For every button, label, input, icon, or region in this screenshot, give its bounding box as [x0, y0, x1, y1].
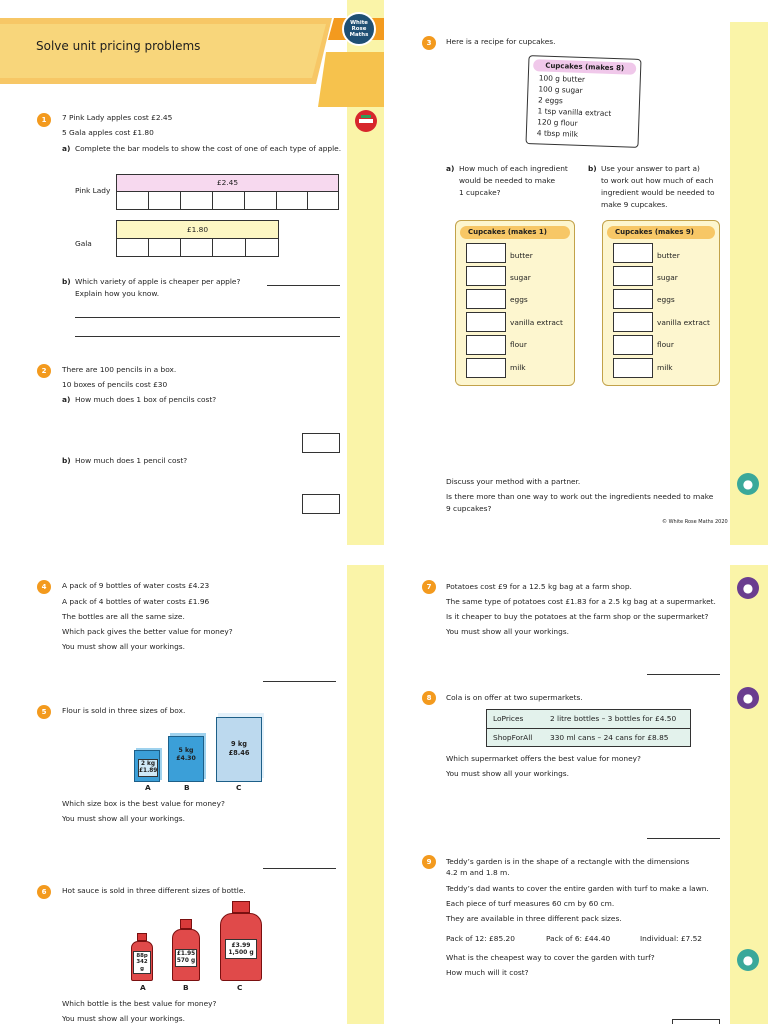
- answer-box[interactable]: [466, 335, 506, 355]
- q3b-line: Use your answer to part a): [601, 164, 700, 173]
- box-letter: A: [145, 783, 151, 792]
- q5-question: You must show all your workings.: [62, 814, 185, 823]
- q3a-line: How much of each ingredient: [459, 164, 568, 173]
- flour-box-b: [168, 736, 204, 782]
- cola-offers-table: [486, 709, 691, 747]
- q7-line: Potatoes cost £9 for a 12.5 kg bag at a farm shop.: [446, 582, 632, 591]
- q6-question: Which bottle is the best value for money?: [62, 999, 217, 1008]
- answer-box[interactable]: [466, 312, 506, 332]
- pink-lady-label: Pink Lady: [75, 186, 111, 195]
- q2b-text: How much does 1 pencil cost?: [75, 456, 188, 465]
- offer-deal: 330 ml cans – 24 cans for £8.85: [550, 733, 669, 742]
- bottle-letter: B: [183, 983, 189, 992]
- white-rose-logo: White Rose Maths: [342, 12, 376, 46]
- q3b-line: ingredient would be needed to: [601, 188, 715, 197]
- recipe-item: 1 tsp vanilla extract: [537, 106, 612, 118]
- box-weight: 5 kg: [178, 747, 194, 754]
- box-price: £4.30: [176, 755, 196, 763]
- answer-box[interactable]: [302, 494, 340, 514]
- q8-question: You must show all your workings.: [446, 769, 569, 778]
- answer-line[interactable]: [267, 285, 340, 286]
- ingredient-label: vanilla extract: [510, 318, 563, 327]
- answer-box[interactable]: [613, 289, 653, 309]
- q9-question: How much will it cost?: [446, 968, 529, 977]
- q4-line: You must show all your workings.: [62, 642, 185, 651]
- flour-box-c: [216, 717, 262, 782]
- q7-line: The same type of potatoes cost £1.83 for a 2.5 kg bag at a supermarket.: [446, 597, 716, 606]
- q4-line: The bottles are all the same size.: [62, 612, 185, 621]
- q3b-line: make 9 cupcakes.: [601, 200, 668, 209]
- bottle-letter: C: [237, 983, 243, 992]
- panel-title: Cupcakes (makes 1): [460, 226, 570, 239]
- q1b-line1: Which variety of apple is cheaper per apple?: [75, 277, 241, 286]
- question-number-2: 2: [37, 364, 51, 378]
- q3a-line: would be needed to make: [459, 176, 556, 185]
- q9-question: What is the cheapest way to cover the garden with turf?: [446, 953, 655, 962]
- bar-part[interactable]: [180, 191, 213, 210]
- recipe-title: Cupcakes (makes 8): [533, 59, 636, 75]
- offer-shop: LoPrices: [493, 714, 524, 723]
- bottle-size: 342 g: [136, 959, 148, 972]
- answer-box[interactable]: [613, 312, 653, 332]
- bottle-price: 88p: [136, 953, 148, 959]
- cupcakes-makes-1-panel: [455, 220, 575, 386]
- no-entry-icon: [355, 110, 377, 132]
- answer-box[interactable]: [466, 289, 506, 309]
- ingredient-label: sugar: [657, 273, 678, 282]
- page-4: [384, 565, 768, 1024]
- offer-deal: 2 litre bottles – 3 bottles for £4.50: [550, 714, 677, 723]
- speech-bubble-icon: ●: [737, 473, 759, 495]
- hot-sauce-bottle-c: [220, 901, 262, 981]
- q6-question: You must show all your workings.: [62, 1014, 185, 1023]
- q9-line: Teddy’s dad wants to cover the entire garden with turf to make a lawn.: [446, 884, 709, 893]
- ingredient-label: flour: [510, 340, 527, 349]
- bar-part[interactable]: [116, 238, 149, 257]
- flour-box-a: [134, 750, 160, 782]
- q1b-line2: Explain how you know.: [75, 289, 160, 298]
- page-3: [0, 565, 384, 1024]
- answer-line[interactable]: [263, 681, 336, 682]
- q8-question: Which supermarket offers the best value for money?: [446, 754, 641, 763]
- gala-label: Gala: [75, 239, 92, 248]
- ingredient-label: sugar: [510, 273, 531, 282]
- cupcakes-makes-9-panel: [602, 220, 720, 386]
- question-number-4: 4: [37, 580, 51, 594]
- q3-question: Is there more than one way to work out the ingredients needed to make: [446, 492, 714, 501]
- answer-box[interactable]: [613, 335, 653, 355]
- question-number-1: 1: [37, 113, 51, 127]
- q1a-label: a): [62, 144, 71, 153]
- speech-bubble-icon: ●: [737, 577, 759, 599]
- ingredient-label: butter: [657, 251, 680, 260]
- bottle-price: £1.95: [176, 951, 196, 957]
- bar-part[interactable]: [148, 238, 181, 257]
- answer-line[interactable]: [647, 838, 720, 839]
- q4-line: A pack of 9 bottles of water costs £4.23: [62, 581, 210, 590]
- box-letter: C: [236, 783, 242, 792]
- answer-box[interactable]: [613, 243, 653, 263]
- bar-part[interactable]: [244, 191, 277, 210]
- q1b-label: b): [62, 277, 71, 286]
- recipe-item: 100 g sugar: [538, 84, 583, 95]
- recipe-item: 100 g butter: [538, 73, 586, 85]
- q7-line: Is it cheaper to buy the potatoes at the farm shop or the supermarket?: [446, 612, 709, 621]
- question-number-6: 6: [37, 885, 51, 899]
- gala-total-bar: £1.80: [116, 220, 279, 239]
- bottle-price: £3.99: [231, 942, 251, 949]
- q9-line: 4.2 m and 1.8 m.: [446, 868, 510, 877]
- turf-pack: Pack of 12: £85.20: [446, 934, 515, 943]
- q2-line2: 10 boxes of pencils cost £30: [62, 380, 168, 389]
- question-number-3: 3: [422, 36, 436, 50]
- offer-shop: ShopForAll: [493, 733, 533, 742]
- ingredient-label: eggs: [510, 295, 528, 304]
- q7-line: You must show all your workings.: [446, 627, 569, 636]
- q6-intro: Hot sauce is sold in three different sizes of bottle.: [62, 886, 246, 895]
- panel-title: Cupcakes (makes 9): [607, 226, 715, 239]
- q3-intro: Here is a recipe for cupcakes.: [446, 37, 556, 46]
- q3-discuss: Discuss your method with a partner.: [446, 477, 581, 486]
- q3-question: 9 cupcakes?: [446, 504, 492, 513]
- q2b-label: b): [62, 456, 71, 465]
- turf-pack: Individual: £7.52: [640, 934, 702, 943]
- answer-box[interactable]: [466, 266, 506, 286]
- q5-question: Which size box is the best value for money?: [62, 799, 225, 808]
- answer-box[interactable]: [466, 358, 506, 378]
- box-weight: 9 kg: [231, 740, 247, 748]
- copyright: © White Rose Maths 2020: [662, 519, 728, 525]
- page-3-stripe: [347, 565, 384, 1024]
- q3a-label: a): [446, 164, 455, 173]
- box-weight: 2 kg: [140, 761, 156, 767]
- speech-bubble-icon: ●: [737, 687, 759, 709]
- bar-part[interactable]: [307, 191, 339, 210]
- ingredient-label: eggs: [657, 295, 675, 304]
- q3b-label: b): [588, 164, 597, 173]
- box-letter: B: [184, 783, 190, 792]
- q2-line1: There are 100 pencils in a box.: [62, 365, 177, 374]
- q9-line: Teddy’s garden is in the shape of a rectangle with the dimensions: [446, 857, 690, 866]
- answer-line[interactable]: [75, 317, 340, 318]
- recipe-card: [525, 55, 641, 148]
- q3a-line: 1 cupcake?: [459, 188, 501, 197]
- header-banner: [0, 12, 384, 112]
- question-number-7: 7: [422, 580, 436, 594]
- box-price: £1.89: [139, 767, 158, 774]
- q2a-label: a): [62, 395, 71, 404]
- bar-part[interactable]: [212, 238, 246, 257]
- q1a-text: Complete the bar models to show the cost of one of each type of apple.: [75, 144, 342, 153]
- bar-part[interactable]: [148, 191, 181, 210]
- q3b-line: to work out how much of each: [601, 176, 714, 185]
- answer-box[interactable]: [302, 433, 340, 453]
- recipe-item: 120 g flour: [537, 117, 578, 128]
- question-number-9: 9: [422, 855, 436, 869]
- answer-box[interactable]: [613, 266, 653, 286]
- page-1: [0, 0, 384, 545]
- answer-line[interactable]: [263, 868, 336, 869]
- hot-sauce-bottle-b: [172, 919, 200, 981]
- page-title: Solve unit pricing problems: [36, 39, 201, 53]
- ingredient-label: milk: [657, 363, 673, 372]
- speech-bubble-icon: ●: [737, 949, 759, 971]
- answer-box[interactable]: [613, 358, 653, 378]
- answer-box[interactable]: [672, 1019, 720, 1024]
- pink-lady-total-bar: £2.45: [116, 174, 339, 192]
- ingredient-label: vanilla extract: [657, 318, 710, 327]
- recipe-item: 2 eggs: [537, 95, 564, 106]
- q1-line1: 7 Pink Lady apples cost £2.45: [62, 113, 173, 122]
- page-2-stripe: [730, 22, 768, 545]
- q8-intro: Cola is on offer at two supermarkets.: [446, 693, 583, 702]
- q1-line2: 5 Gala apples cost £1.80: [62, 128, 154, 137]
- hot-sauce-bottle-a: [131, 933, 153, 981]
- bar-part[interactable]: [116, 191, 149, 210]
- q2a-text: How much does 1 box of pencils cost?: [75, 395, 217, 404]
- q4-line: Which pack gives the better value for money?: [62, 627, 233, 636]
- bar-part[interactable]: [212, 191, 245, 210]
- question-number-5: 5: [37, 705, 51, 719]
- bottle-size: 570 g: [176, 957, 196, 964]
- ingredient-label: milk: [510, 363, 526, 372]
- page-2: [384, 0, 768, 545]
- box-price: £8.46: [228, 748, 250, 757]
- bar-part[interactable]: [245, 238, 279, 257]
- answer-line[interactable]: [75, 336, 340, 337]
- ingredient-label: butter: [510, 251, 533, 260]
- bar-part[interactable]: [180, 238, 213, 257]
- q9-line: Each piece of turf measures 60 cm by 60 cm.: [446, 899, 615, 908]
- q9-line: They are available in three different pack sizes.: [446, 914, 622, 923]
- bottle-size: 1,500 g: [228, 949, 254, 957]
- answer-line[interactable]: [647, 674, 720, 675]
- turf-pack: Pack of 6: £44.40: [546, 934, 611, 943]
- ingredient-label: flour: [657, 340, 674, 349]
- q4-line: A pack of 4 bottles of water costs £1.96: [62, 597, 210, 606]
- question-number-8: 8: [422, 691, 436, 705]
- recipe-item: 4 tbsp milk: [536, 128, 579, 139]
- bottle-letter: A: [140, 983, 146, 992]
- q5-intro: Flour is sold in three sizes of box.: [62, 706, 186, 715]
- bar-part[interactable]: [276, 191, 308, 210]
- answer-box[interactable]: [466, 243, 506, 263]
